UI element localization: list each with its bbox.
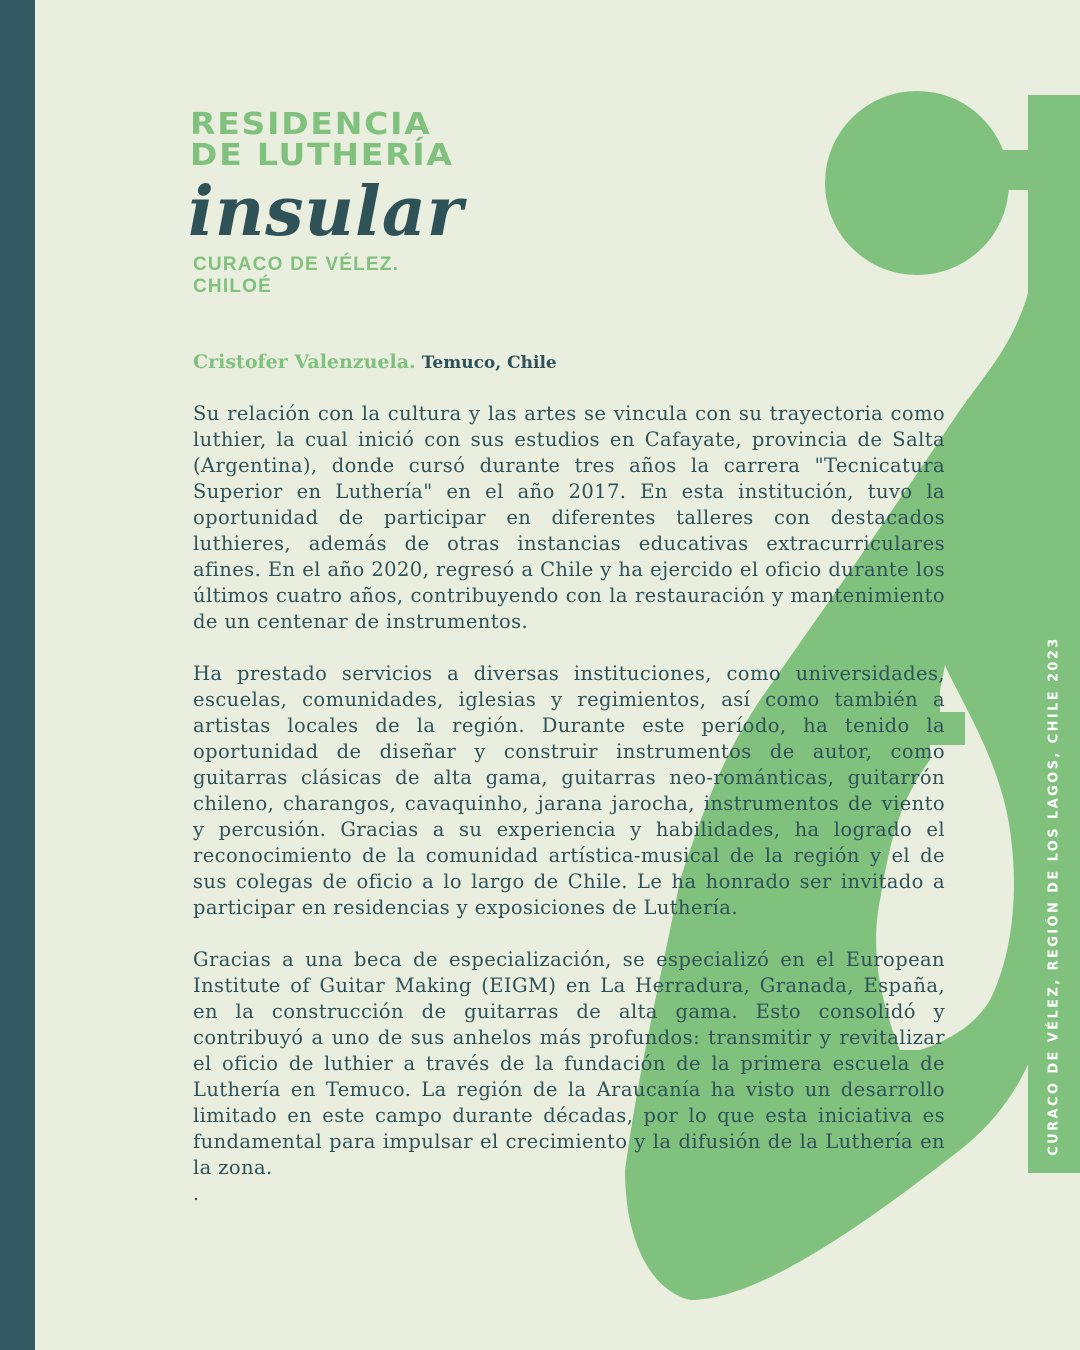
person-name: Cristofer Valenzuela. <box>193 351 416 373</box>
title-insular: insular <box>188 172 464 252</box>
paragraph-2: Ha prestado servicios a diversas instituciones, como universidades, escuelas, comunidades, iglesias y regimientos, así como también a artistas locales de la región. Durante este período, ha tenido la oportunidad de diseñar y construir instrumentos de autor, como guitarras clásicas de alta gama, guitarras neo-románticas, guitarrón chileno, charangos, cavaquinho, jarana jarocha, instrumentos de viento y percusión. Gracias a su experiencia y habilidades, ha logrado el reconocimiento de la comunidad artística-musical de la región y el de sus colegas de oficio a lo largo de Chile. Le ha honrado ser invitado a participar en residencias y exposiciones de Luthería. <box>193 662 945 919</box>
paragraph-1: Su relación con la cultura y las artes se vincula con su trayectoria como luthier, la cual inició con sus estudios en Cafayate, provincia de Salta (Argentina), donde cursó durante tres años la carrera "Tecnicatura Superior en Luthería" en el año 2017. En esta institución, tuvo la oportunidad de participar en diferentes talleres con destacados luthieres, además de otras instancias educativas extracurriculares afines. En el año 2020, regresó a Chile y ha ejercido el oficio durante los últimos cuatro años, contribuyendo con la restauración y mantenimiento de un centenar de instrumentos. <box>193 402 945 633</box>
title-line-residencia: RESIDENCIA <box>190 105 432 142</box>
paragraph-3: Gracias a una beca de especialización, se especializó en el European Institute of Guitar Making (EIGM) en La Herradura, Granada, España, en la construcción de guitarras de alta gama. Esto consolidó y contribuyó a uno de sus anhelos más profundos: transmitir y revitalizar el oficio de luthier a través de la fundación de la primera escuela de Luthería en Temuco. La región de la Araucanía ha visto un desarrollo limitado en este campo durante décadas, por lo que esta iniciativa es fundamental para impulsar el crecimiento y la difusión de la Luthería en la zona. <box>193 948 945 1179</box>
person-place: Temuco, Chile <box>421 353 557 373</box>
person-heading <box>193 348 557 377</box>
biography-text <box>193 401 945 1207</box>
trailing-dot: . <box>193 1183 200 1205</box>
location-line-1: CURACO DE VÉLEZ. <box>193 254 400 275</box>
sidebar-caption: CURACO DE VÉLEZ, REGIÓN DE LOS LAGOS, CHILE 2023 <box>1046 636 1062 1156</box>
title-line-lutheria: DE LUTHERÍA <box>190 136 454 173</box>
location-label <box>193 254 399 298</box>
location-line-2: CHILOÉ <box>193 276 272 297</box>
